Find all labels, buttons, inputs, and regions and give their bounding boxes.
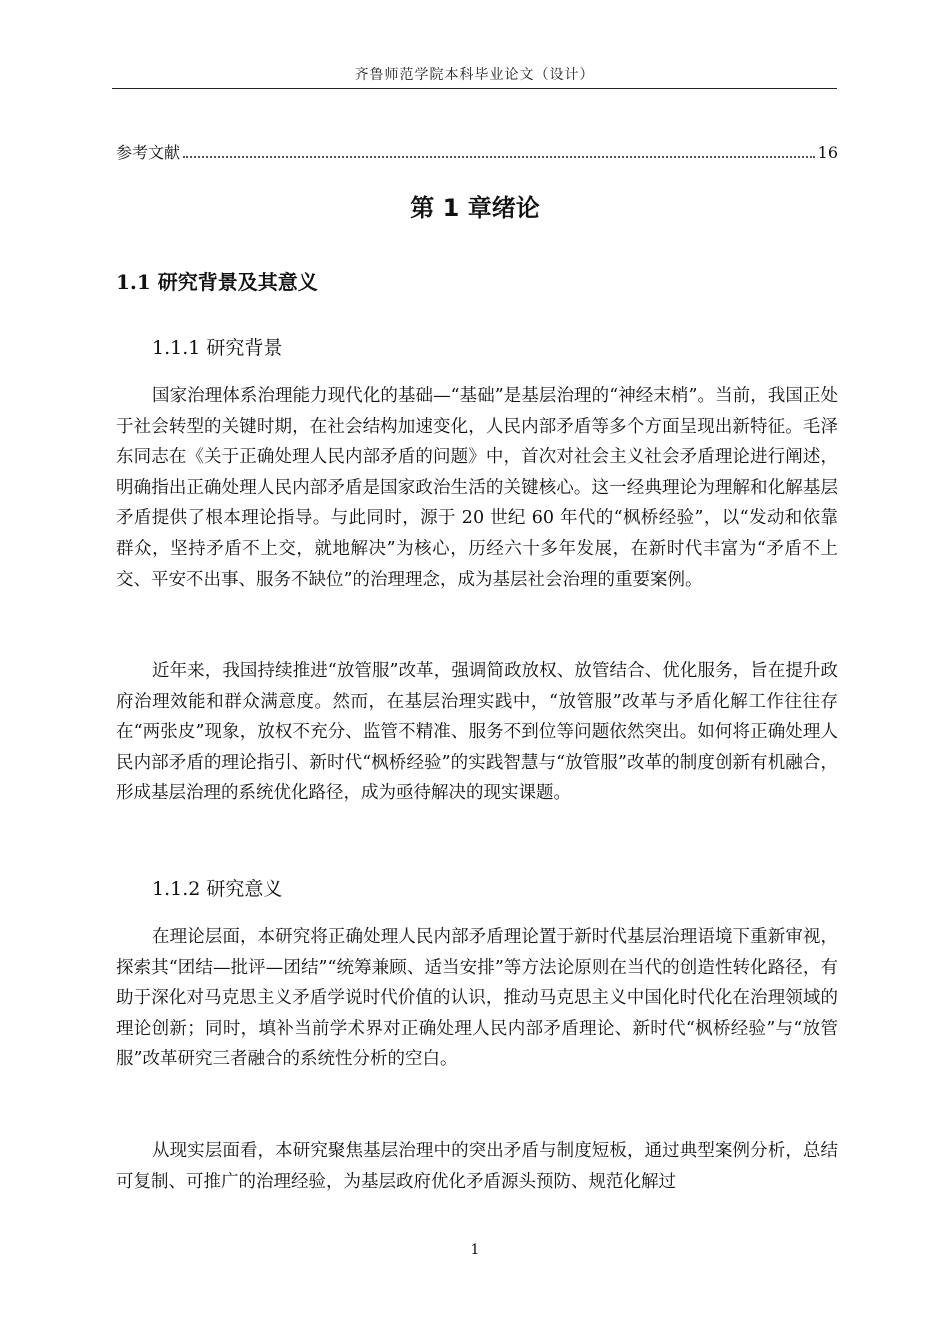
toc-entry-label: 参考文献	[116, 143, 181, 162]
toc-entry-page: 16	[817, 143, 838, 162]
chapter-title: 第 1 章绪论	[410, 194, 540, 222]
paragraph-background-2: 近年来，我国持续推进“放管服”改革，强调简政放权、放管结合、优化服务，旨在提升政府治理效能和群众满意度。然而，在基层治理实践中，“放管服”改革与矛盾化解工作往往存在“两张皮”现象，放权不充分、监管不精准、服务不到位等问题依然突出。如何将正确处理人民内部矛盾的理论指引、新时代“枫桥经验”的实践智慧与“放管服”改革的制度创新有机融合，形成基层治理的系统优化路径，成为亟待解决的现实课题。	[116, 661, 838, 804]
section-heading-1-1-1: 1.1.1 研究背景	[152, 337, 283, 359]
toc-entry-references[interactable]	[116, 140, 838, 162]
header-divider	[112, 88, 837, 89]
page-number: 1	[470, 1242, 480, 1258]
running-header: 齐鲁师范学院本科毕业论文（设计）	[354, 67, 595, 83]
section-heading-1-1-2: 1.1.2 研究意义	[152, 878, 283, 900]
toc-leader-dots	[183, 156, 815, 158]
paragraph-significance-1: 在理论层面，本研究将正确处理人民内部矛盾理论置于新时代基层治理语境下重新审视，探索其“团结—批评—团结”“统筹兼顾、适当安排”等方法论原则在当代的创造性转化路径，有助于深化对马克思主义矛盾学说时代价值的认识，推动马克思主义中国化时代化在治理领域的理论创新；同时，填补当前学术界对正确处理人民内部矛盾理论、新时代“枫桥经验”与“放管服”改革研究三者融合的系统性分析的空白。	[116, 927, 838, 1070]
section-heading-1-1: 1.1 研究背景及其意义	[116, 270, 318, 294]
paragraph-background-1: 国家治理体系治理能力现代化的基础—“基础”是基层治理的“神经末梢”。当前，我国正处于社会转型的关键时期，在社会结构加速变化，人民内部矛盾等多个方面呈现出新特征。毛泽东同志在《关于正确处理人民内部矛盾的问题》中，首次对社会主义社会矛盾理论进行阐述，明确指出正确处理人民内部矛盾是国家政治生活的关键核心。这一经典理论为理解和化解基层矛盾提供了根本理论指导。与此同时，源于 20 世纪 60 年代的“枫桥经验”，以“发动和依靠群众，坚持矛盾不上交，就地解决”为核心，历经六十多年发展，在新时代丰富为“矛盾不上交、平安不出事、服务不缺位”的治理理念，成为基层社会治理的重要案例。	[116, 386, 838, 590]
paragraph-significance-2: 从现实层面看，本研究聚焦基层治理中的突出矛盾与制度短板，通过典型案例分析，总结可复制、可推广的治理经验，为基层政府优化矛盾源头预防、规范化解过	[116, 1141, 838, 1192]
